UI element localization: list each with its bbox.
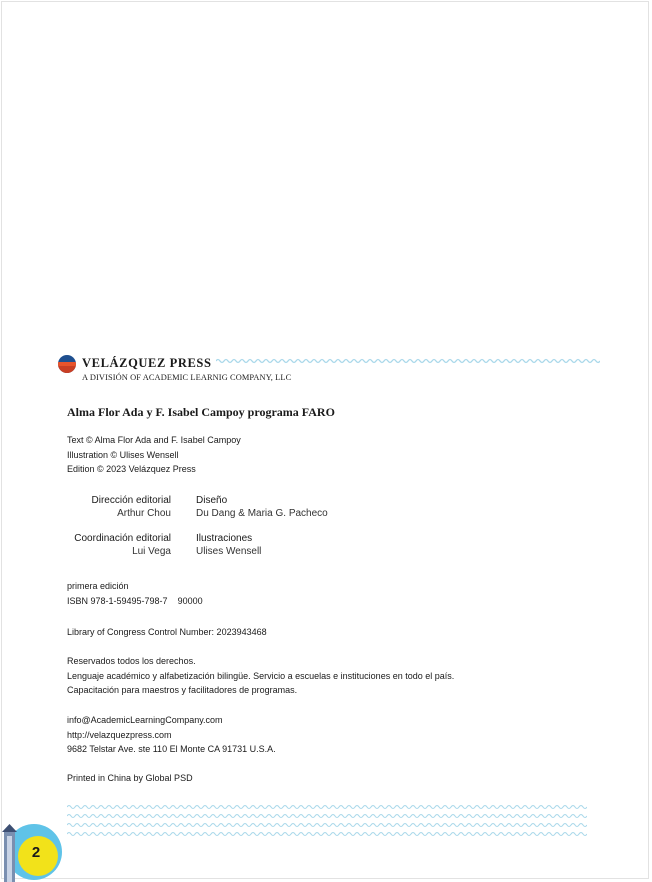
velazquez-press-logo-icon bbox=[58, 355, 76, 373]
staff-name: Ulises Wensell bbox=[196, 546, 262, 557]
rights-line: Lenguaje académico y alfabetización bilingüe. Servicio a escuelas e instituciones en todo el país. bbox=[67, 670, 455, 681]
contact-address: 9682 Telstar Ave. ste 110 El Monte CA 91731 U.S.A. bbox=[67, 744, 276, 755]
rights-line: Capacitación para maestros y facilitadores de programas. bbox=[67, 685, 298, 696]
staff-role: Dirección editorial bbox=[91, 495, 171, 506]
credit-line: Illustration © Ulises Wensell bbox=[67, 449, 179, 460]
staff-role: Coordinación editorial bbox=[74, 533, 171, 544]
page-number: 2 bbox=[18, 836, 58, 876]
credit-line: Edition © 2023 Velázquez Press bbox=[67, 464, 196, 475]
publisher-name: VELÁZQUEZ PRESS bbox=[82, 356, 212, 370]
printed-line: Printed in China by Global PSD bbox=[67, 773, 193, 783]
rights-line: Reservados todos los derechos. bbox=[67, 656, 196, 666]
contact-email: info@AcademicLearningCompany.com bbox=[67, 715, 223, 725]
rights-block bbox=[67, 654, 454, 698]
staff-name: Arthur Chou bbox=[117, 508, 171, 519]
publisher-header bbox=[58, 354, 603, 388]
staff-name: Du Dang & Maria G. Pacheco bbox=[196, 508, 328, 519]
edition-block bbox=[67, 579, 203, 608]
credits-block bbox=[67, 433, 241, 477]
staff-role: Diseño bbox=[196, 495, 228, 506]
publisher-subtitle: A DIVISIÓN OF ACADEMIC LEARNIG COMPANY, LLC bbox=[82, 373, 292, 382]
staff-role: Ilustraciones bbox=[196, 533, 253, 544]
edition-line: primera edición bbox=[67, 581, 129, 591]
isbn-line: ISBN 978-1-59495-798-7 90000 bbox=[67, 595, 203, 606]
footer-wave-decoration bbox=[67, 803, 587, 838]
staff-name: Lui Vega bbox=[132, 546, 171, 557]
contact-block bbox=[67, 713, 276, 757]
staff-credits bbox=[60, 494, 380, 564]
contact-website: http://velazquezpress.com bbox=[67, 729, 172, 740]
library-of-congress: Library of Congress Control Number: 2023943468 bbox=[67, 627, 267, 637]
page-title: Alma Flor Ada y F. Isabel Campoy programa FARO bbox=[67, 405, 335, 419]
header-wave-decoration bbox=[216, 356, 600, 366]
credit-line: Text © Alma Flor Ada and F. Isabel Campoy bbox=[67, 435, 241, 445]
